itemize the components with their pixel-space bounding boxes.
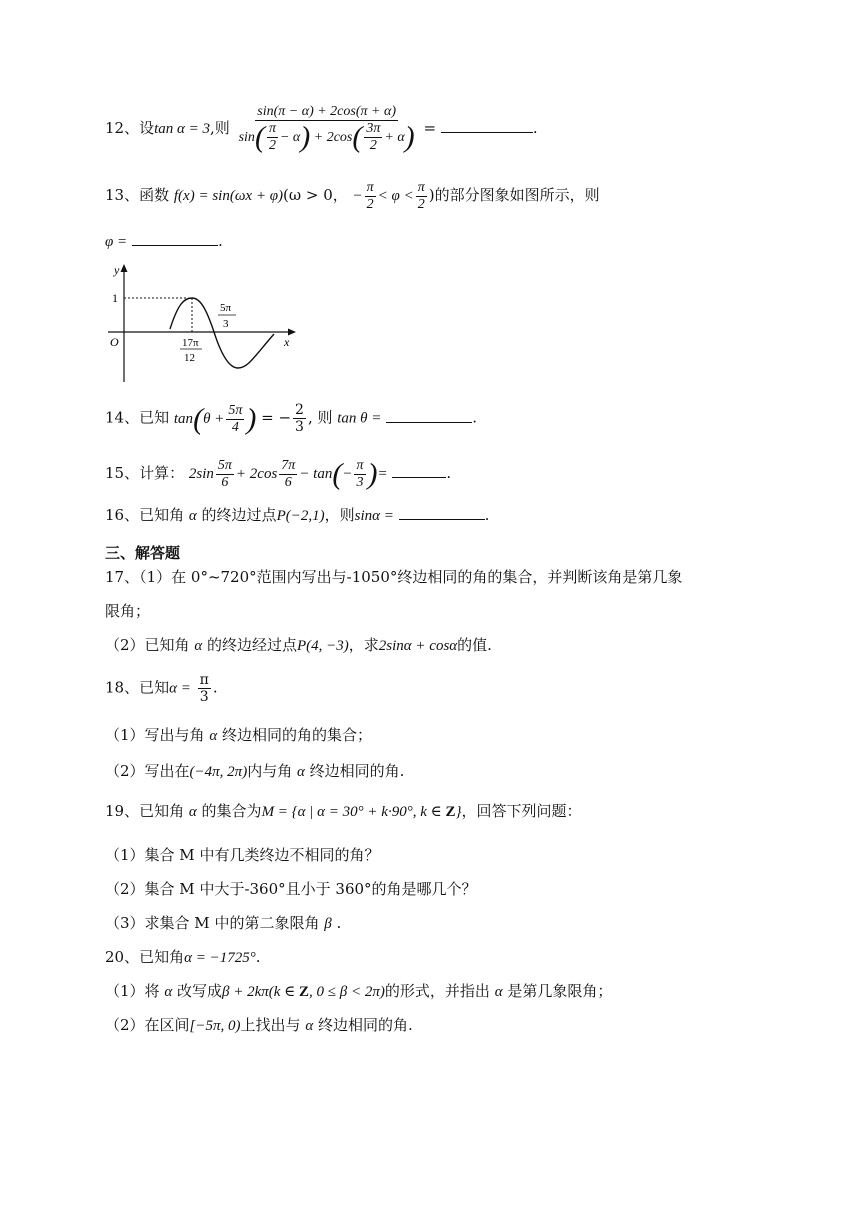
period: . [532, 119, 538, 138]
period: . [446, 464, 452, 483]
math-symbol: α [297, 764, 305, 780]
question-text: 的形式，并指出 [384, 982, 490, 1000]
question-text: （3）求集合 M 中的第二象限角 [105, 914, 320, 932]
numerator: sin(π − α) + 2cos(π + α) [255, 104, 398, 121]
question-18-part-2 [105, 762, 404, 781]
origin-label: O [110, 335, 119, 349]
question-number: 15、 [105, 464, 140, 483]
question-text: 计算： [139, 464, 185, 483]
answer-blank [441, 132, 533, 133]
fraction: $\frac{\pi}{3}$ [199, 672, 209, 706]
question-number: 16、 [105, 506, 140, 524]
x-axis-label: x [284, 335, 290, 349]
question-number: 12、 [105, 119, 140, 138]
math-expression: β + 2kπ(k ∈ [222, 984, 300, 1000]
question-text: 终边相同的角. [309, 762, 405, 780]
question-text: （2）已知角 [105, 636, 190, 654]
period: . [484, 506, 490, 524]
y-axis-label: y [114, 263, 120, 277]
y-tick-label: 1 [112, 291, 118, 305]
sine-graph [104, 262, 304, 384]
x-label-5pi-3-den: 3 [223, 318, 229, 330]
question-text: 是第几象限角； [507, 982, 613, 1000]
question-text: （1）将 [105, 982, 160, 1000]
math-expression: P(4, −3) [297, 638, 349, 654]
math-expression: M = {α | α = 30° + k·90°, k ∈ [261, 804, 446, 820]
question-text: 已知角 [139, 802, 185, 820]
question-text: 设 [139, 119, 155, 138]
integer-set-symbol: Z [445, 804, 456, 820]
question-number: 13、 [105, 186, 140, 205]
math-symbol: α [164, 984, 173, 1000]
x-label-17pi-12: 17π [182, 337, 199, 349]
question-text: 终边相同的角的集合； [221, 726, 372, 744]
math-expression: P(−2,1) [276, 508, 325, 524]
tan-expression: tan(θ + $\frac{5\pi}{4}$ ) [173, 402, 257, 436]
denominator: sin( $\frac{\pi}{2}$ − α) + 2cos( $\frac{3\pi}{2}$ + α) [238, 120, 415, 154]
answer-blank [392, 477, 446, 478]
answer-blank [399, 519, 485, 520]
question-17-part-2 [105, 636, 492, 655]
question-15 [105, 458, 451, 491]
phi-range: − $\frac{\pi}{2}$ < φ < $\frac{\pi}{2}$ [352, 180, 425, 213]
question-text: 的值. [457, 636, 492, 654]
question-text: )的部分图象如图所示，则 [428, 186, 600, 205]
math-expression: f(x) = sin(ωx + φ) [173, 188, 283, 205]
fraction: $\frac{2}{3}$ [295, 402, 304, 436]
question-20-part-1 [105, 982, 612, 1001]
period: . [217, 232, 223, 250]
y-axis-arrow [121, 264, 128, 272]
math-expression: sinα = [354, 508, 394, 524]
question-text: 终边相同的角. [317, 1016, 413, 1034]
question-text: ，求 [348, 636, 379, 654]
math-expression: [−5π, 0) [189, 1018, 241, 1034]
question-text: 上找出与 [240, 1016, 301, 1034]
question-18-part-1 [105, 726, 372, 745]
question-number: 20、 [105, 948, 140, 966]
question-number: 14、 [105, 408, 140, 427]
question-text: 已知 [139, 678, 170, 697]
question-text: （1）写出与角 [105, 726, 205, 744]
math-expression: tan θ = [337, 410, 382, 427]
math-expression: (−4π, 2π) [189, 764, 248, 780]
math-expression: 2sinα + cosα [378, 638, 458, 654]
question-number: 19、 [105, 802, 140, 820]
integer-set-symbol: Z [299, 984, 310, 1000]
period: . [472, 408, 477, 427]
math-symbol: α [194, 638, 203, 654]
question-text: （2）写出在 [105, 762, 190, 780]
calc-expression: 2sin $\frac{5\pi}{6}$ + 2cos $\frac{7\pi}{6}$ − tan(− $\frac{\pi}{3}$ )= [188, 457, 388, 491]
question-12 [105, 104, 538, 154]
question-text: 内与角 [247, 762, 293, 780]
math-symbol: α [209, 728, 218, 744]
math-expression: (ω > 0， [283, 186, 348, 205]
period: . [336, 914, 342, 932]
question-text: ，回答下列问题： [461, 802, 582, 820]
math-expression: α = [169, 680, 191, 697]
math-symbol: α [188, 804, 197, 820]
question-text: ，则 [324, 506, 355, 524]
fraction-expression [237, 104, 417, 154]
question-text: 的集合为 [201, 802, 262, 820]
math-expression: α = −1725° [184, 950, 256, 966]
question-text: （2）在区间 [105, 1016, 190, 1034]
question-19-part-1: （1）集合 M 中有几类终边不相同的角？ [105, 846, 380, 864]
period: . [255, 948, 261, 966]
question-20-part-2 [105, 1016, 413, 1035]
math-expression: φ = [105, 234, 128, 250]
x-label-5pi-3: 5π [220, 302, 232, 314]
question-19 [105, 802, 582, 821]
question-text: 的终边过点 [201, 506, 277, 524]
question-16 [105, 506, 489, 525]
answer-blank [132, 245, 218, 246]
question-20 [105, 948, 261, 967]
section-heading: 三、解答题 [105, 544, 181, 562]
math-symbol: β [324, 916, 332, 932]
question-17-line-2: 限角； [105, 602, 151, 620]
math-expression: tan α = 3 [154, 121, 211, 138]
math-expression: } [455, 804, 462, 820]
answer-blank [386, 422, 472, 423]
question-19-part-2: （2）集合 M 中大于-360°且小于 360°的角是哪几个？ [105, 880, 477, 898]
question-text: , 则 [307, 408, 333, 427]
question-13 [105, 180, 600, 213]
math-expression: , 0 ≤ β < 2π) [309, 984, 385, 1000]
question-text: 已知 [139, 408, 170, 427]
question-number: 18、 [105, 678, 140, 697]
question-19-part-3 [105, 914, 341, 933]
question-14 [105, 402, 477, 436]
question-text: 的终边经过点 [206, 636, 297, 654]
question-text: 改写成 [176, 982, 222, 1000]
math-expression: = − [261, 408, 292, 427]
question-13-answer [105, 232, 223, 251]
question-18 [105, 672, 218, 705]
period: . [212, 678, 218, 697]
math-symbol: α [494, 984, 503, 1000]
question-17-line-1: 17、（1）在 0°~720°范围内写出与-1050°终边相同的角的集合，并判断该角是第几象 [105, 568, 683, 586]
question-text: 已知角 [139, 948, 185, 966]
math-symbol: α [305, 1018, 314, 1034]
equals-sign: = [423, 119, 437, 138]
question-text: ,则 [210, 119, 230, 138]
math-symbol: α [188, 508, 197, 524]
x-label-17pi-12-den: 12 [184, 352, 195, 364]
question-text: 函数 [139, 186, 170, 205]
question-text: 已知角 [139, 506, 185, 524]
